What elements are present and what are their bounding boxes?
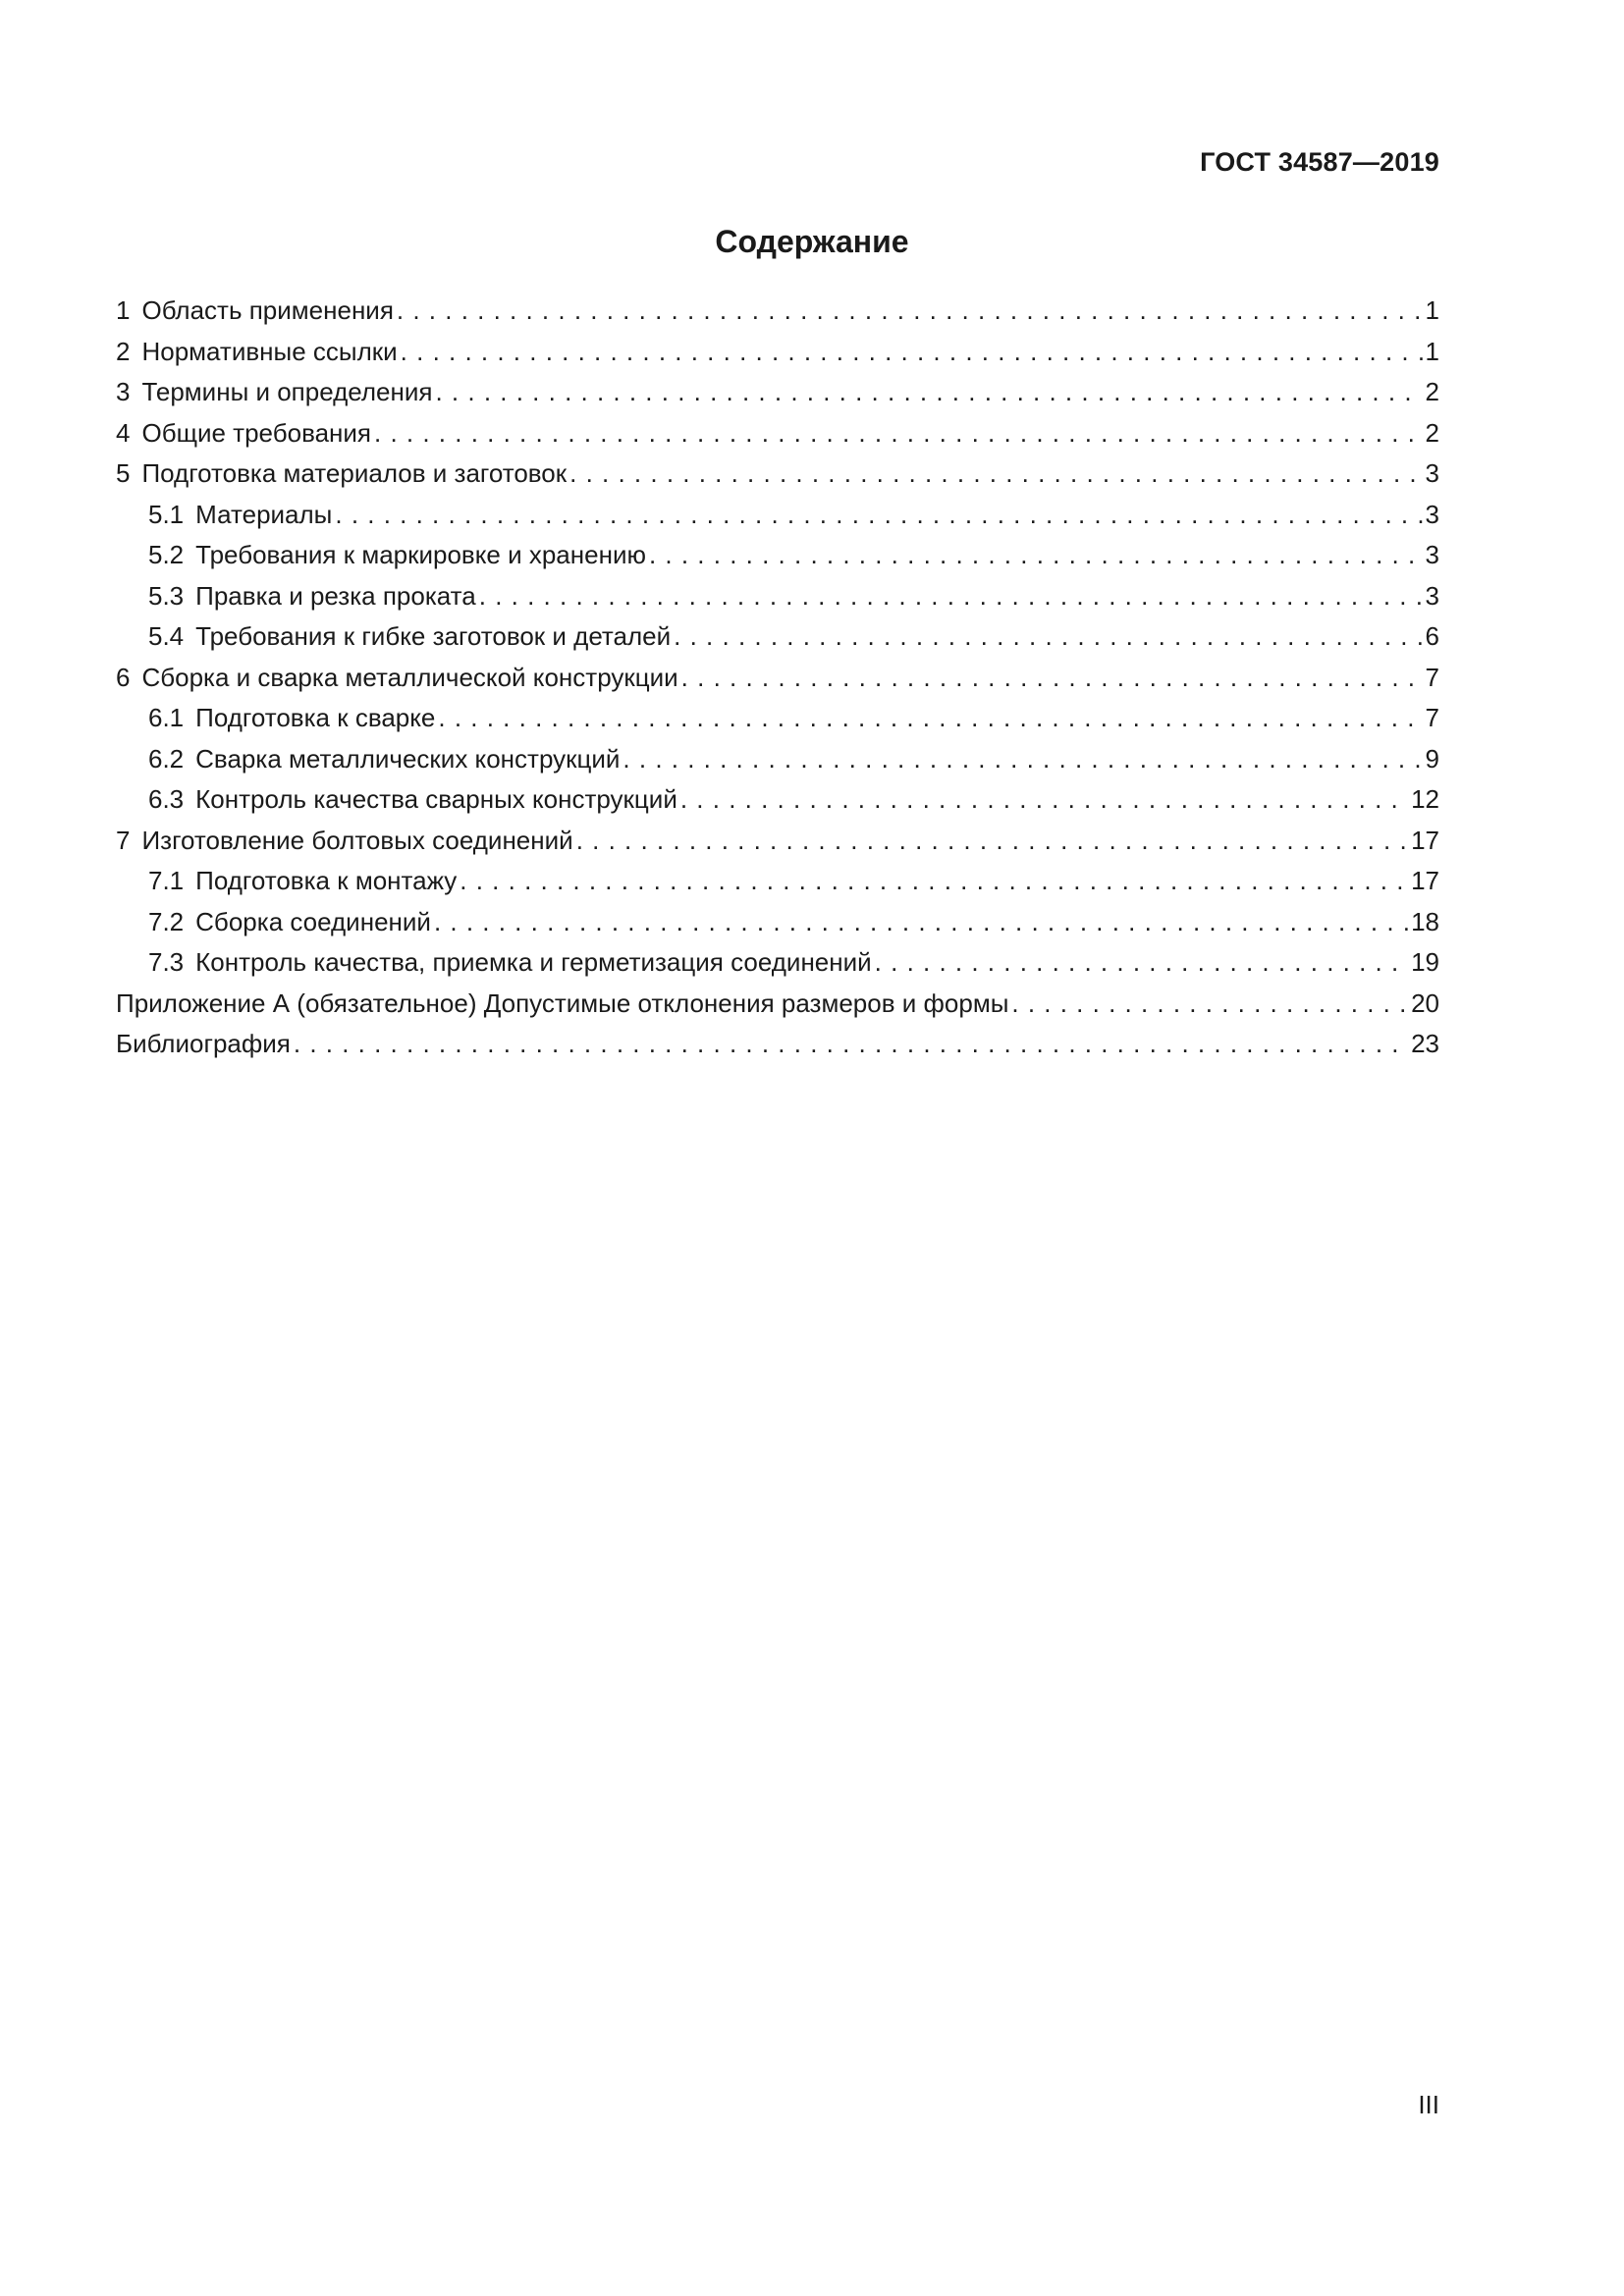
toc-entry-page: 17 — [1411, 866, 1439, 895]
toc-entry-page: 12 — [1411, 784, 1439, 814]
toc-entry-page: 1 — [1425, 295, 1439, 325]
toc-entry-number: 7.2 — [148, 906, 185, 936]
toc-leader-dots — [374, 418, 1423, 449]
toc-leader-dots — [649, 540, 1423, 570]
toc-entry-title: Термины и определения — [141, 377, 433, 406]
toc-entry-title: Контроль качества, приемка и герметизация соединений — [195, 947, 872, 977]
toc-entry-bibliography[interactable] — [116, 1029, 1439, 1070]
toc-entry-page: 9 — [1425, 743, 1439, 774]
toc-entry-number: 4 — [116, 417, 131, 448]
toc-entry[interactable] — [116, 458, 1439, 500]
toc-entry-number: 2 — [116, 336, 131, 366]
toc-entry-page: 18 — [1411, 906, 1439, 936]
toc-entry-number: 7 — [116, 825, 131, 855]
toc-subentry[interactable] — [116, 621, 1439, 663]
toc-entry-page: 7 — [1425, 662, 1439, 692]
toc-entry[interactable] — [116, 377, 1439, 418]
toc-entry-number: 1 — [116, 295, 131, 325]
toc-entry-title: Сварка металлических конструкций — [195, 743, 621, 774]
toc-entry-number: 6.1 — [148, 703, 185, 732]
toc-entry-number: 5.3 — [148, 580, 185, 611]
toc-entry-number: 6 — [116, 662, 131, 692]
toc-entry[interactable] — [116, 826, 1439, 867]
toc-entry-title: Подготовка материалов и заготовок — [141, 458, 568, 488]
toc-leader-dots — [569, 458, 1422, 489]
toc-leader-dots — [435, 377, 1422, 407]
table-of-contents — [116, 295, 1439, 1070]
toc-entry-page: 3 — [1425, 580, 1439, 611]
toc-entry-title: Сборка и сварка металлической конструкции — [141, 662, 678, 692]
toc-entry-page: 19 — [1411, 947, 1439, 977]
toc-subentry[interactable] — [116, 907, 1439, 948]
toc-entry-number: 7.1 — [148, 866, 185, 895]
toc-entry-title: Требования к гибке заготовок и деталей — [195, 621, 672, 651]
toc-leader-dots — [294, 1029, 1408, 1059]
toc-entry-number: 3 — [116, 377, 131, 406]
toc-leader-dots — [1011, 988, 1408, 1019]
toc-entry-number: 6.2 — [148, 743, 185, 774]
toc-title: Содержание — [715, 224, 909, 259]
toc-entry-page: 3 — [1425, 540, 1439, 569]
toc-entry-page: 2 — [1425, 377, 1439, 406]
toc-entry[interactable] — [116, 418, 1439, 459]
toc-entry[interactable] — [116, 295, 1439, 337]
toc-entry-page: 3 — [1425, 458, 1439, 488]
toc-leader-dots — [401, 337, 1423, 367]
toc-entry-page: 23 — [1411, 1029, 1439, 1058]
toc-leader-dots — [460, 866, 1408, 896]
toc-entry-title: Контроль качества сварных конструкций — [195, 784, 677, 814]
toc-entry-appendix[interactable] — [116, 988, 1439, 1030]
toc-entry-title: Правка и резка проката — [195, 580, 476, 611]
toc-entry-page: 17 — [1411, 825, 1439, 855]
toc-subentry[interactable] — [116, 866, 1439, 907]
page-number: III — [1418, 2090, 1439, 2119]
toc-subentry[interactable] — [116, 744, 1439, 785]
toc-subentry[interactable] — [116, 784, 1439, 826]
toc-subentry[interactable] — [116, 540, 1439, 581]
toc-leader-dots — [681, 663, 1423, 693]
toc-entry-title: Подготовка к сварке — [195, 703, 436, 732]
toc-entry-number: 6.3 — [148, 784, 185, 814]
toc-leader-dots — [674, 621, 1422, 652]
toc-entry-page: 7 — [1425, 703, 1439, 732]
toc-entry-page: 6 — [1425, 621, 1439, 651]
toc-entry-title: Сборка соединений — [195, 906, 431, 936]
toc-entry-title: Общие требования — [141, 417, 372, 448]
toc-entry-number: 5.2 — [148, 540, 185, 569]
toc-entry-title: Область применения — [141, 295, 394, 325]
toc-entry-title: Нормативные ссылки — [141, 336, 398, 366]
toc-entry[interactable] — [116, 663, 1439, 704]
toc-entry-title: Требования к маркировке и хранению — [195, 540, 646, 569]
toc-entry-title: Изготовление болтовых соединений — [141, 825, 573, 855]
toc-subentry[interactable] — [116, 581, 1439, 622]
document-code: ГОСТ 34587—2019 — [1200, 147, 1439, 177]
toc-entry-number: 5.4 — [148, 621, 185, 651]
toc-subentry[interactable] — [116, 703, 1439, 744]
toc-entry-number: 5 — [116, 458, 131, 488]
toc-leader-dots — [397, 295, 1423, 326]
toc-entry-page: 1 — [1425, 336, 1439, 366]
toc-leader-dots — [875, 947, 1408, 978]
toc-subentry[interactable] — [116, 500, 1439, 541]
toc-entry-title: Библиография — [116, 1029, 291, 1058]
toc-entry-page: 20 — [1411, 988, 1439, 1018]
toc-leader-dots — [479, 581, 1423, 612]
toc-subentry[interactable] — [116, 947, 1439, 988]
toc-entry-title: Приложение А (обязательное) Допустимые отклонения размеров и формы — [116, 988, 1009, 1018]
toc-entry[interactable] — [116, 337, 1439, 378]
toc-leader-dots — [335, 500, 1422, 530]
toc-leader-dots — [623, 744, 1422, 774]
toc-entry-title: Подготовка к монтажу — [195, 866, 458, 895]
toc-leader-dots — [434, 907, 1408, 937]
toc-entry-number: 5.1 — [148, 499, 185, 529]
toc-entry-page: 3 — [1425, 499, 1439, 529]
toc-entry-title: Материалы — [195, 499, 333, 529]
toc-entry-number: 7.3 — [148, 947, 185, 977]
toc-leader-dots — [576, 826, 1408, 856]
toc-leader-dots — [680, 784, 1408, 815]
toc-leader-dots — [438, 703, 1422, 733]
toc-entry-page: 2 — [1425, 417, 1439, 448]
